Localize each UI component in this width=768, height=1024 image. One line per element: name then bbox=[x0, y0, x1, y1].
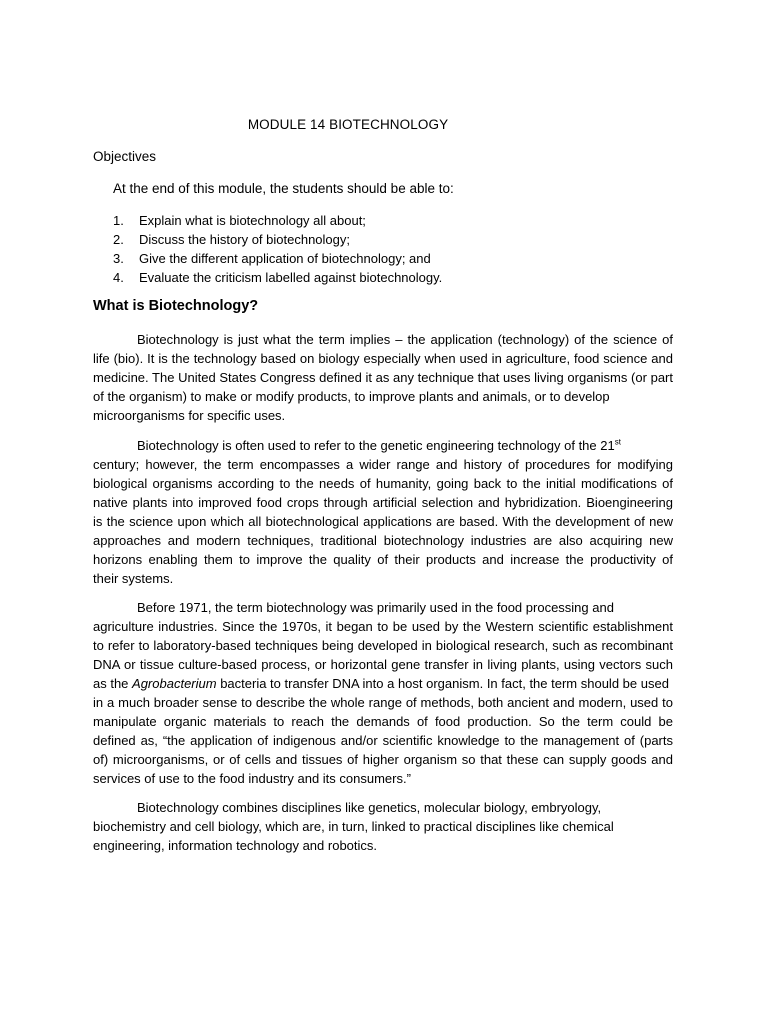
paragraph-line: microorganisms for specific uses. bbox=[93, 408, 286, 423]
objective-item bbox=[113, 211, 442, 230]
paragraph-4 bbox=[93, 798, 673, 855]
paragraph-line: of) microorganisms, or of cells and tissues of higher organism so that these can supply goods and bbox=[93, 752, 673, 767]
objectives-list bbox=[113, 211, 442, 287]
section-heading: What is Biotechnology? bbox=[93, 298, 259, 314]
paragraph-line bbox=[93, 436, 673, 455]
paragraph-line: medicine. The United States Congress defined it as any technique that uses living organisms (or part bbox=[93, 370, 673, 385]
objective-item bbox=[113, 249, 442, 268]
objective-text: Discuss the history of biotechnology; bbox=[139, 232, 350, 247]
paragraph-2 bbox=[93, 436, 673, 588]
paragraph-line: of the organism) to make or modify products, to improve plants and animals, or to develop bbox=[93, 389, 610, 404]
paragraph-line bbox=[93, 674, 673, 693]
objective-number: 2. bbox=[113, 232, 124, 247]
paragraph-line: biochemistry and cell biology, which are, in turn, linked to practical disciplines like chemical bbox=[93, 819, 614, 834]
paragraph-line: Biotechnology is just what the term implies – the application (technology) of the science of bbox=[137, 332, 673, 347]
paragraph-text: bacteria to transfer DNA into a host organism. In fact, the term should be used bbox=[216, 676, 669, 691]
paragraph-line: in a much broader sense to describe the whole range of methods, both ancient and modern, used to bbox=[93, 695, 673, 710]
objective-number: 4. bbox=[113, 270, 124, 285]
paragraph-line: life (bio). It is the technology based on biology especially when used in agriculture, food science and bbox=[93, 351, 673, 366]
paragraph-3 bbox=[93, 598, 673, 788]
paragraph-line: DNA or tissue culture-based process, or horizontal gene transfer in living plants, using vectors such bbox=[93, 657, 673, 672]
paragraph-line: engineering, information technology and robotics. bbox=[93, 838, 378, 853]
paragraph-line: Biotechnology combines disciplines like genetics, molecular biology, embryology, bbox=[137, 800, 602, 815]
paragraph-line: century; however, the term encompasses a wider range and history of procedures for modifying bbox=[93, 457, 673, 472]
paragraph-line: services of use to the food industry and its consumers.” bbox=[93, 771, 411, 786]
superscript: st bbox=[614, 437, 621, 447]
objectives-intro: At the end of this module, the students should be able to: bbox=[113, 181, 454, 196]
paragraph-line: manipulate organic materials to reach the demands of food production. So the term could be bbox=[93, 714, 673, 729]
objectives-label: Objectives bbox=[93, 149, 157, 164]
paragraph-line: is the science upon which all biotechnological applications are based. With the development of new bbox=[93, 514, 673, 529]
module-title: MODULE 14 BIOTECHNOLOGY bbox=[247, 117, 449, 132]
objective-item bbox=[113, 268, 442, 287]
paragraph-line: horizons enabling them to improve the quality of their products and increase the productivity of bbox=[93, 552, 673, 567]
paragraph-line: approaches and modern techniques, traditional biotechnology industries are also acquiring new bbox=[93, 533, 673, 548]
objective-number: 1. bbox=[113, 213, 124, 228]
objective-text: Explain what is biotechnology all about; bbox=[139, 213, 366, 228]
objective-text: Give the different application of biotechnology; and bbox=[139, 251, 431, 266]
italic-term: Agrobacterium bbox=[132, 676, 217, 691]
objective-item bbox=[113, 230, 442, 249]
objective-text: Evaluate the criticism labelled against biotechnology. bbox=[139, 270, 443, 285]
paragraph-line: Before 1971, the term biotechnology was primarily used in the food processing and bbox=[137, 600, 614, 615]
paragraph-text: as the bbox=[93, 676, 133, 691]
paragraph-line: their systems. bbox=[93, 571, 174, 586]
paragraph-1 bbox=[93, 330, 673, 425]
paragraph-line: agriculture industries. Since the 1970s, it began to be used by the Western scientific establishment bbox=[93, 619, 673, 634]
paragraph-line: to refer to laboratory-based techniques being developed in biological research, such as recombinant bbox=[93, 638, 673, 653]
paragraph-line: biological organisms according to the needs of humanity, going back to the initial modifications of bbox=[93, 476, 673, 491]
paragraph-text: Biotechnology is often used to refer to the genetic engineering technology of the 21 bbox=[137, 438, 615, 453]
objective-number: 3. bbox=[113, 251, 124, 266]
paragraph-line: defined as, “the application of indigenous and/or scientific knowledge to the management of (parts bbox=[93, 733, 673, 748]
paragraph-line: native plants into improved food crops through artificial selection and hybridization. Bioengineering bbox=[93, 495, 673, 510]
